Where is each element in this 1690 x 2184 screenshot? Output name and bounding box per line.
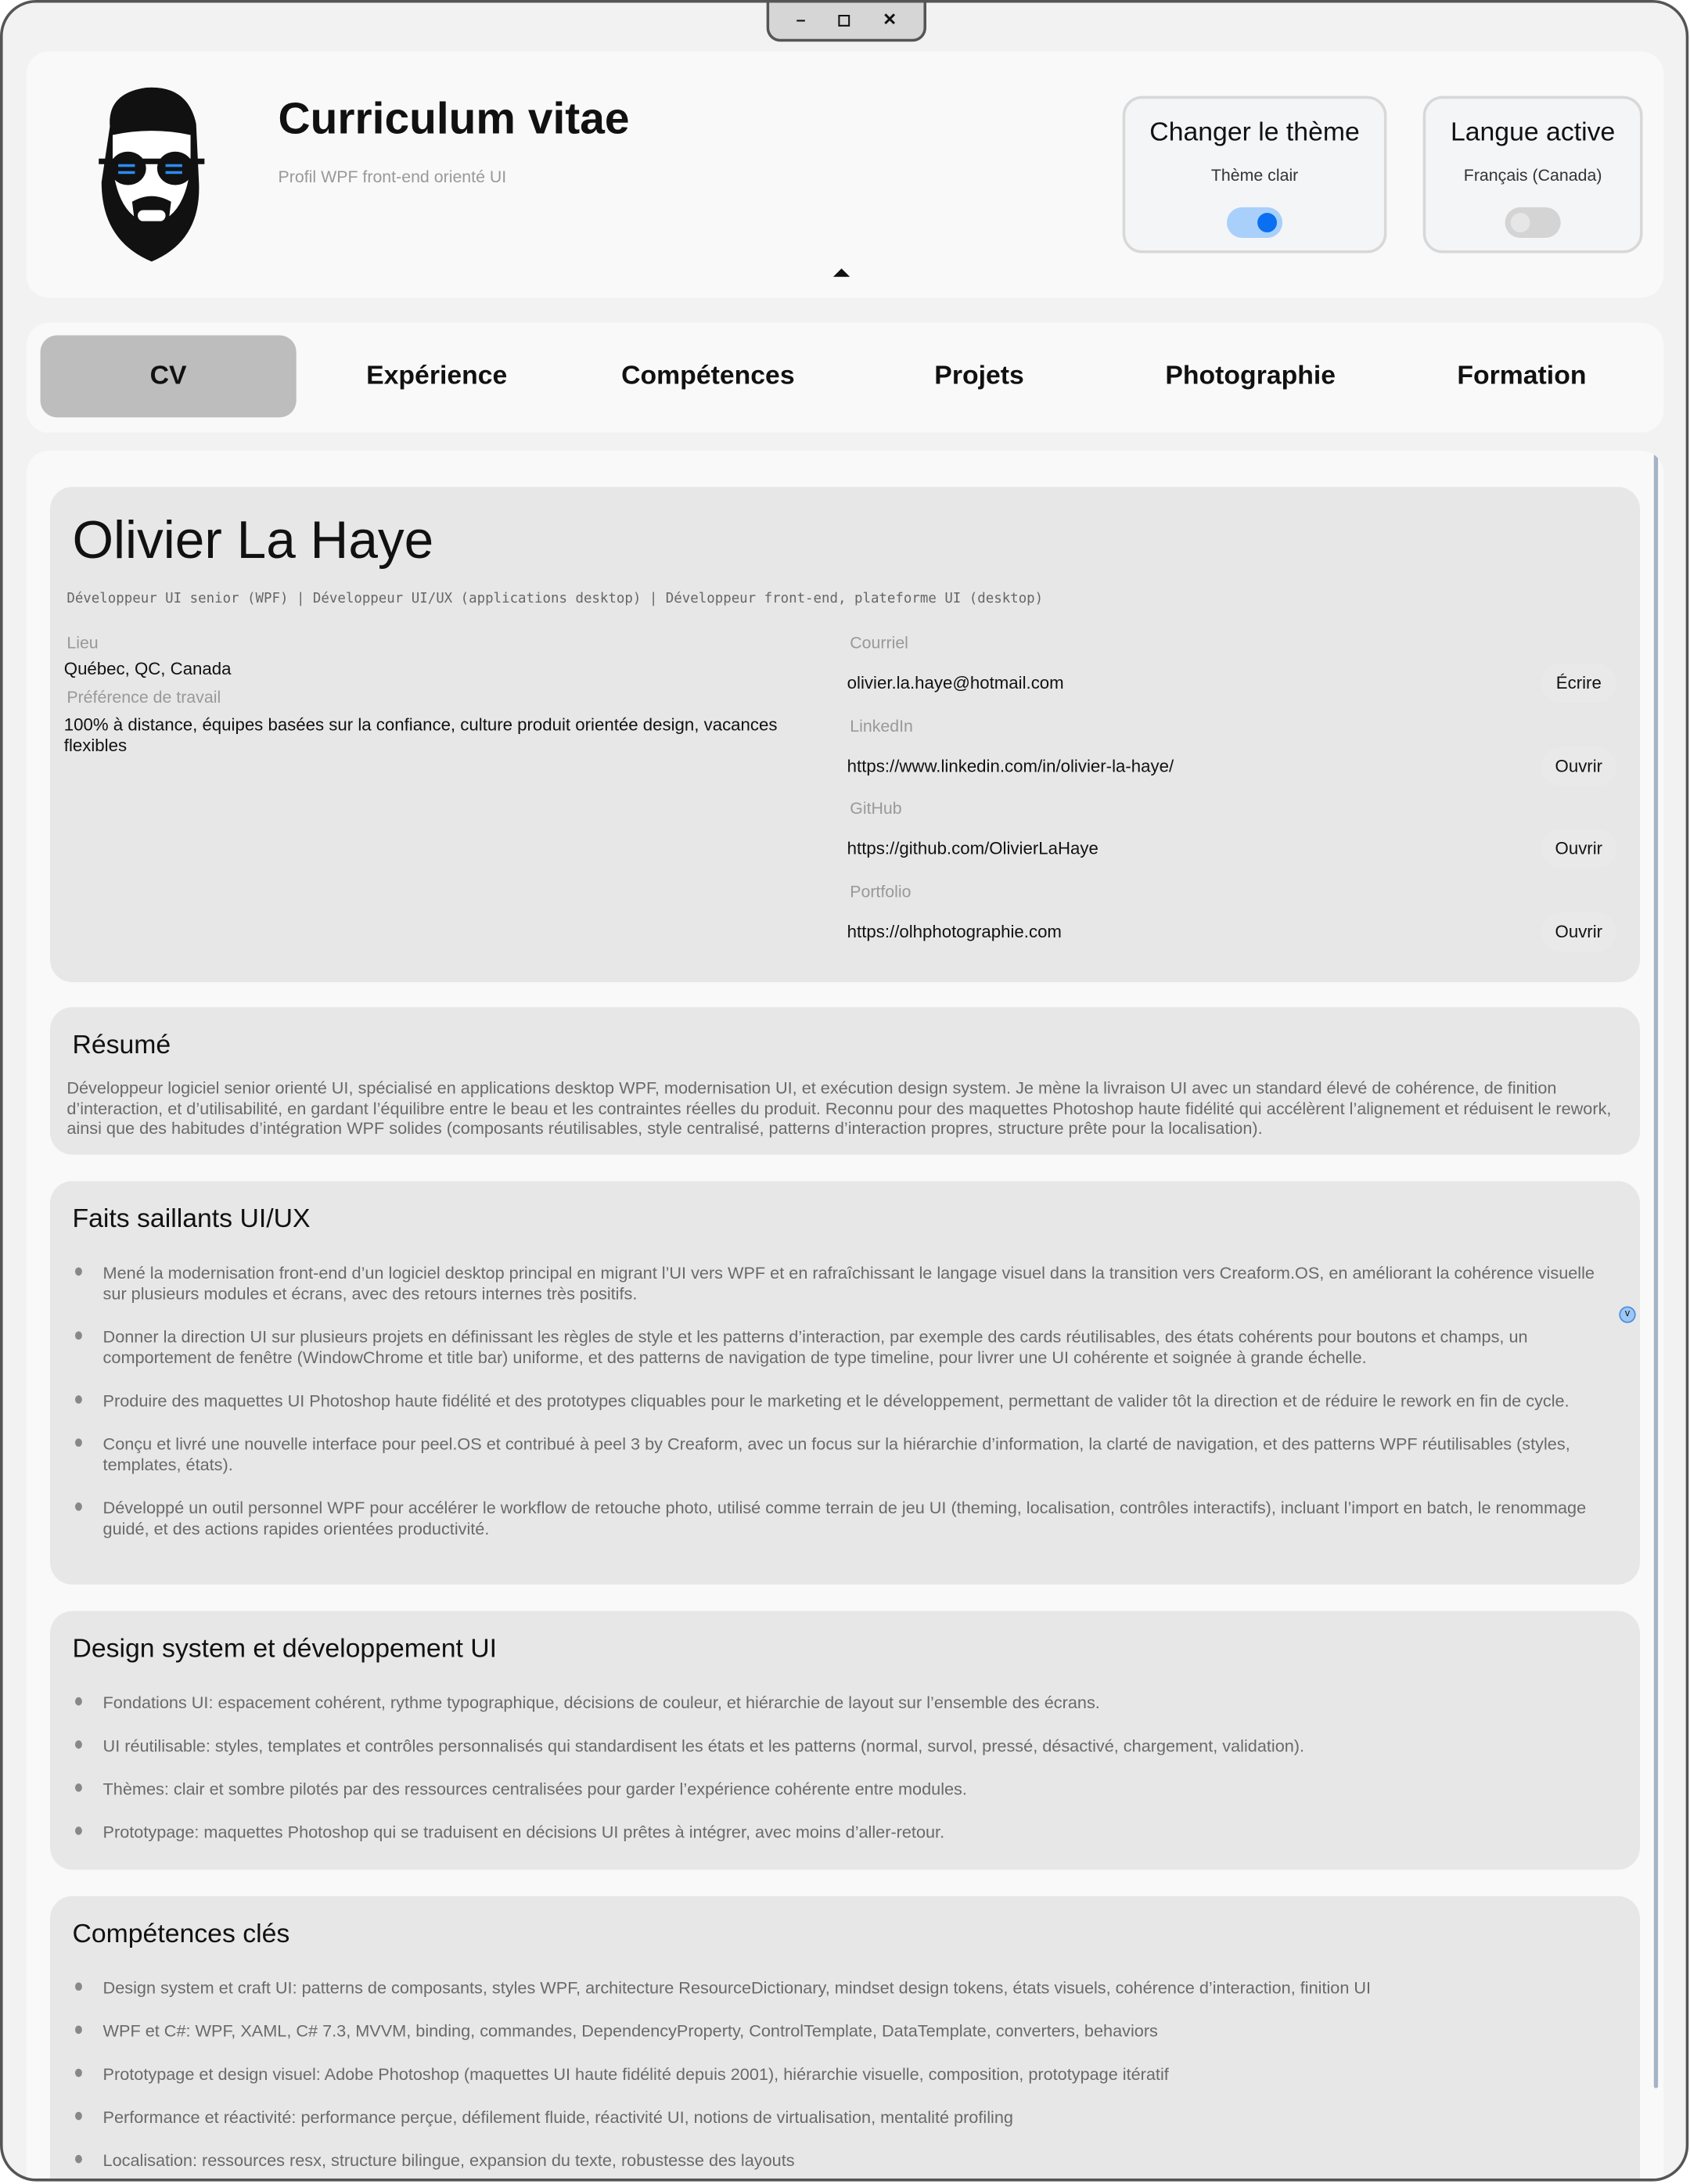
tab-experience[interactable]: Expérience [366, 361, 508, 390]
open-linkedin-button[interactable]: Ouvrir [1541, 747, 1616, 786]
open-portfolio-button[interactable]: Ouvrir [1541, 912, 1616, 952]
list-item: Développé un outil personnel WPF pour accélérer le workflow de retouche photo, utilisé comme terrain de jeu UI (theming, localisation, contrôles interactifs), incluant l’import en batch, le renommage guidé, et des actions rapides orientées productivité. [103, 1499, 1613, 1540]
close-button[interactable]: ✕ [883, 9, 897, 30]
tab-formation[interactable]: Formation [1457, 361, 1587, 390]
maximize-button[interactable]: ◻ [836, 9, 851, 30]
skills-title: Compétences clés [72, 1920, 290, 1949]
portfolio-label: Portfolio [850, 882, 912, 902]
collapse-caret-icon[interactable] [833, 268, 850, 277]
tab-competences[interactable]: Compétences [621, 361, 795, 390]
list-item: Performance et réactivité: performance perçue, défilement fluide, réactivité UI, notions de virtualisation, mentalité profiling [103, 2107, 1613, 2128]
list-item: UI réutilisable: styles, templates et contrôles personnalisés qui standardisent les états et les patterns (normal, survol, pressé, désactivé, chargement, validation). [103, 1736, 1613, 1758]
open-github-button[interactable]: Ouvrir [1541, 829, 1616, 869]
email-label: Courriel [850, 632, 908, 653]
work-pref-label: Préférence de travail [67, 687, 221, 707]
theme-value: Thème clair [1210, 165, 1299, 185]
highlights-title: Faits saillants UI/UX [72, 1204, 311, 1234]
language-toggle[interactable] [1505, 207, 1561, 238]
tab-photographie[interactable]: Photographie [1165, 361, 1336, 390]
skills-card [50, 1896, 1640, 2181]
list-item: Thèmes: clair et sombre pilotés par des ressources centralisées pour garder l’expérience cohérente entre modules. [103, 1779, 1613, 1801]
profile-card [50, 487, 1640, 982]
theme-card [1123, 96, 1387, 254]
profile-headline: Développeur UI senior (WPF) | Développeur UI/UX (applications desktop) | Développeur front-end, plateforme UI (desktop) [67, 591, 1044, 607]
email-value: olivier.la.haye@hotmail.com [847, 673, 1064, 693]
portfolio-value: https://olhphotographie.com [847, 922, 1062, 942]
content-panel [27, 451, 1663, 2182]
list-item: Produire des maquettes UI Photoshop haute fidélité et des prototypes cliquables pour le marketing et le développement, permettant de valider tôt la direction et de réduire le rework en fin de cycle. [103, 1391, 1613, 1412]
write-email-button[interactable]: Écrire [1541, 664, 1616, 703]
page-subtitle: Profil WPF front-end orienté UI [278, 167, 507, 187]
minimize-button[interactable]: – [796, 9, 806, 30]
tab-cv[interactable]: CV [41, 335, 297, 417]
github-value: https://github.com/OlivierLaHaye [847, 839, 1098, 858]
language-title: Langue active [1450, 118, 1616, 148]
linkedin-label: LinkedIn [850, 716, 913, 736]
header-card [27, 52, 1663, 298]
tab-projets[interactable]: Projets [934, 361, 1024, 390]
scroll-down-icon[interactable]: v [1619, 1306, 1635, 1322]
page-title: Curriculum vitae [278, 93, 630, 144]
window-controls [767, 0, 926, 41]
work-pref-value: 100% à distance, équipes basées sur la confiance, culture produit orientée design, vacances flexibles [63, 714, 778, 756]
design-title: Design system et développement UI [72, 1634, 498, 1664]
summary-card [50, 1007, 1640, 1154]
list-item: Donner la direction UI sur plusieurs projets en définissant les règles de style et les patterns d’interaction, par exemple des cards réutilisables, des états cohérents pour boutons et champs, un comportement de fenêtre (WindowChrome et title bar) uniforme, et des patterns de navigation de type timeline, pour livrer une UI cohérente et soignée à grande échelle. [103, 1327, 1613, 1369]
list-item: Conçu et livré une nouvelle interface pour peel.OS et contribué à peel 3 by Creaform, avec un focus sur la hiérarchie d’information, la clarté de navigation, et des patterns WPF réutilisables (styles, templates, états). [103, 1434, 1613, 1476]
summary-title: Résumé [72, 1031, 171, 1060]
avatar [91, 85, 213, 263]
list-item: WPF et C#: WPF, XAML, C# 7.3, MVVM, binding, commandes, DependencyProperty, ControlTemplate, DataTemplate, converters, behaviors [103, 2021, 1613, 2042]
list-item: Localisation: ressources resx, structure bilingue, expansion du texte, robustesse des layouts [103, 2150, 1613, 2171]
profile-name: Olivier La Haye [72, 512, 434, 570]
list-item: Design system et craft UI: patterns de composants, styles WPF, architecture ResourceDictionary, mindset design tokens, états visuels, cohérence d’interaction, finition UI [103, 1978, 1613, 1999]
theme-title: Changer le thème [1149, 118, 1360, 148]
summary-text: Développeur logiciel senior orienté UI, spécialisé en applications desktop WPF, modernisation UI, et exécution design system. Je mène la livraison UI avec un standard élevé de cohérence, de finition d’interaction, et d’utilisabilité, en gardant l’équilibre entre le beau et les contraintes réelles du produit. Reconnu pour des maquettes Photoshop haute fidélité qui accélèrent l’alignement et réduisent le rework, ainsi que des habitudes d’intégration WPF solides (composants réutilisables, style centralisé, patterns d’interaction propres, structure prête pour la localisation). [67, 1078, 1612, 1139]
list-item: Mené la modernisation front-end d’un logiciel desktop principal en migrant l’UI vers WPF et en rafraîchissant le langage visuel dans la transition vers Creaform.OS, en améliorant la cohérence visuelle sur plusieurs modules et écrans, avec des retours internes très positifs. [103, 1263, 1613, 1304]
linkedin-value: https://www.linkedin.com/in/olivier-la-haye/ [847, 757, 1174, 777]
location-value: Québec, QC, Canada [63, 659, 232, 679]
list-item: Fondations UI: espacement cohérent, rythme typographique, décisions de couleur, et hiérarchie de layout sur l’ensemble des écrans. [103, 1693, 1613, 1714]
design-card [50, 1611, 1640, 1870]
github-label: GitHub [850, 798, 902, 819]
location-label: Lieu [67, 632, 99, 653]
list-item: Prototypage: maquettes Photoshop qui se traduisent en décisions UI prêtes à intégrer, avec moins d’aller-retour. [103, 1822, 1613, 1844]
highlights-card [50, 1181, 1640, 1585]
language-value: Français (Canada) [1463, 165, 1602, 185]
scrollbar[interactable] [1654, 454, 1658, 2089]
list-item: Prototypage et design visuel: Adobe Photoshop (maquettes UI haute fidélité depuis 2001), hiérarchie visuelle, composition, prototypage itératif [103, 2064, 1613, 2085]
tab-bar [27, 322, 1663, 432]
theme-toggle[interactable] [1227, 207, 1282, 238]
language-card [1423, 96, 1643, 254]
